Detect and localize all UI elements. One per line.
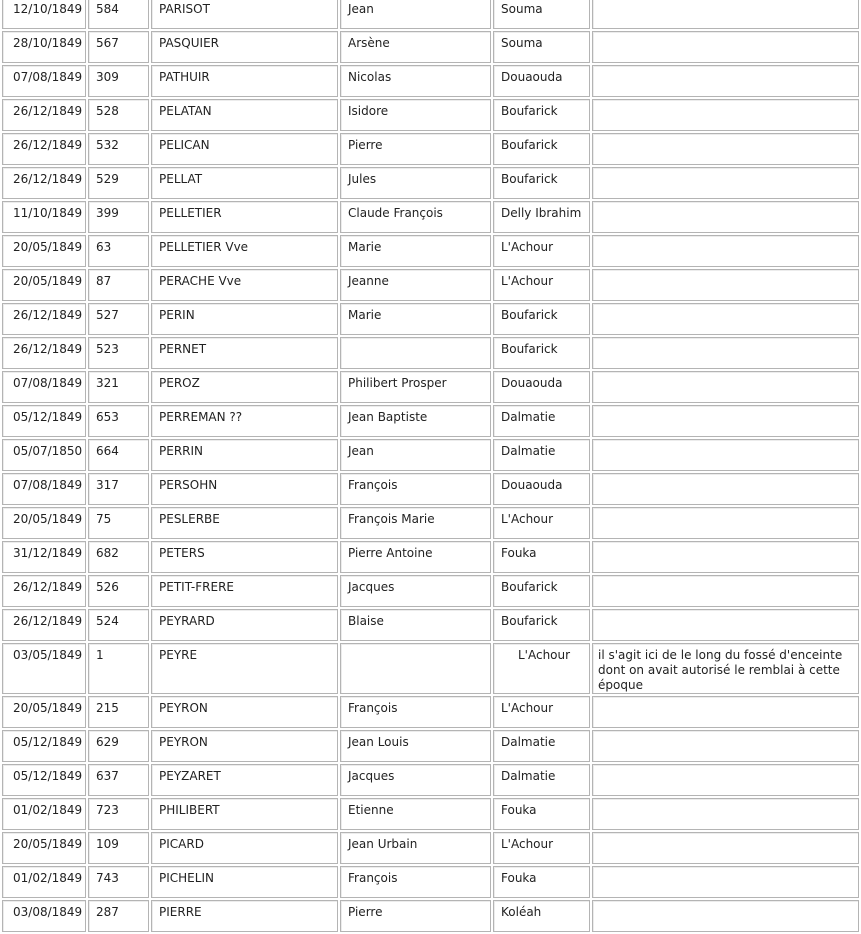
commune-cell: Boufarick bbox=[493, 99, 590, 131]
number-cell: 637 bbox=[88, 764, 149, 796]
date-cell: 26/12/1849 bbox=[2, 609, 86, 641]
date-cell: 26/12/1849 bbox=[2, 575, 86, 607]
table-row bbox=[2, 167, 859, 199]
firstname-cell: Jean Baptiste bbox=[340, 405, 491, 437]
firstname-cell bbox=[340, 337, 491, 369]
firstname-cell: Jean Louis bbox=[340, 730, 491, 762]
table-row bbox=[2, 866, 859, 898]
commune-cell: Souma bbox=[493, 31, 590, 63]
table-row bbox=[2, 269, 859, 301]
surname-cell: PESLERBE bbox=[151, 507, 338, 539]
note-cell bbox=[592, 696, 859, 728]
number-cell: 529 bbox=[88, 167, 149, 199]
note-cell bbox=[592, 235, 859, 267]
number-cell: 682 bbox=[88, 541, 149, 573]
commune-cell: Dalmatie bbox=[493, 764, 590, 796]
number-cell: 664 bbox=[88, 439, 149, 471]
date-cell: 20/05/1849 bbox=[2, 269, 86, 301]
date-cell: 26/12/1849 bbox=[2, 99, 86, 131]
note-cell bbox=[592, 507, 859, 539]
number-cell: 653 bbox=[88, 405, 149, 437]
surname-cell: PERSOHN bbox=[151, 473, 338, 505]
date-cell: 05/12/1849 bbox=[2, 764, 86, 796]
table-row bbox=[2, 31, 859, 63]
surname-cell: PELLETIER bbox=[151, 201, 338, 233]
firstname-cell: François bbox=[340, 473, 491, 505]
number-cell: 584 bbox=[88, 0, 149, 29]
number-cell: 75 bbox=[88, 507, 149, 539]
commune-cell: Boufarick bbox=[493, 575, 590, 607]
firstname-cell: Arsène bbox=[340, 31, 491, 63]
commune-cell: Koléah bbox=[493, 900, 590, 932]
surname-cell: PEYRE bbox=[151, 643, 338, 694]
number-cell: 63 bbox=[88, 235, 149, 267]
table-row bbox=[2, 609, 859, 641]
commune-cell: Dalmatie bbox=[493, 439, 590, 471]
firstname-cell: Marie bbox=[340, 235, 491, 267]
table-row bbox=[2, 133, 859, 165]
surname-cell: PERREMAN ?? bbox=[151, 405, 338, 437]
table-row bbox=[2, 371, 859, 403]
note-cell bbox=[592, 99, 859, 131]
note-cell: il s'agit ici de le long du fossé d'enceinte dont on avait autorisé le remblai à cette époque bbox=[592, 643, 859, 694]
table-row bbox=[2, 303, 859, 335]
number-cell: 526 bbox=[88, 575, 149, 607]
note-cell bbox=[592, 133, 859, 165]
note-cell bbox=[592, 371, 859, 403]
firstname-cell: Isidore bbox=[340, 99, 491, 131]
number-cell: 532 bbox=[88, 133, 149, 165]
surname-cell: PELICAN bbox=[151, 133, 338, 165]
surname-cell: PICARD bbox=[151, 832, 338, 864]
note-cell bbox=[592, 609, 859, 641]
table-row bbox=[2, 696, 859, 728]
table-row bbox=[2, 643, 859, 694]
firstname-cell: Jean bbox=[340, 439, 491, 471]
note-cell bbox=[592, 31, 859, 63]
firstname-cell: Jean bbox=[340, 0, 491, 29]
note-cell bbox=[592, 0, 859, 29]
note-cell bbox=[592, 798, 859, 830]
number-cell: 399 bbox=[88, 201, 149, 233]
table-row bbox=[2, 405, 859, 437]
number-cell: 629 bbox=[88, 730, 149, 762]
surname-cell: PEYRARD bbox=[151, 609, 338, 641]
commune-cell: Dalmatie bbox=[493, 405, 590, 437]
date-cell: 20/05/1849 bbox=[2, 507, 86, 539]
date-cell: 01/02/1849 bbox=[2, 866, 86, 898]
commune-cell: Dalmatie bbox=[493, 730, 590, 762]
commune-cell: Souma bbox=[493, 0, 590, 29]
surname-cell: PIERRE bbox=[151, 900, 338, 932]
commune-cell: Boufarick bbox=[493, 167, 590, 199]
date-cell: 05/12/1849 bbox=[2, 730, 86, 762]
number-cell: 321 bbox=[88, 371, 149, 403]
note-cell bbox=[592, 201, 859, 233]
firstname-cell: Pierre bbox=[340, 900, 491, 932]
date-cell: 05/12/1849 bbox=[2, 405, 86, 437]
date-cell: 03/08/1849 bbox=[2, 900, 86, 932]
surname-cell: PATHUIR bbox=[151, 65, 338, 97]
table-row bbox=[2, 832, 859, 864]
table-row bbox=[2, 99, 859, 131]
number-cell: 287 bbox=[88, 900, 149, 932]
note-cell bbox=[592, 439, 859, 471]
commune-cell: L'Achour bbox=[493, 832, 590, 864]
note-cell bbox=[592, 473, 859, 505]
surname-cell: PARISOT bbox=[151, 0, 338, 29]
date-cell: 01/02/1849 bbox=[2, 798, 86, 830]
table-row bbox=[2, 798, 859, 830]
firstname-cell: Jean Urbain bbox=[340, 832, 491, 864]
date-cell: 26/12/1849 bbox=[2, 337, 86, 369]
commune-cell: Delly Ibrahim bbox=[493, 201, 590, 233]
surname-cell: PERNET bbox=[151, 337, 338, 369]
firstname-cell: Etienne bbox=[340, 798, 491, 830]
table-row bbox=[2, 473, 859, 505]
date-cell: 26/12/1849 bbox=[2, 167, 86, 199]
date-cell: 07/08/1849 bbox=[2, 371, 86, 403]
table-row bbox=[2, 235, 859, 267]
firstname-cell: François bbox=[340, 866, 491, 898]
commune-cell: Douaouda bbox=[493, 473, 590, 505]
firstname-cell: Pierre Antoine bbox=[340, 541, 491, 573]
date-cell: 12/10/1849 bbox=[2, 0, 86, 29]
commune-cell: L'Achour bbox=[493, 507, 590, 539]
surname-cell: PELLETIER Vve bbox=[151, 235, 338, 267]
surname-cell: PERIN bbox=[151, 303, 338, 335]
surname-cell: PEYZARET bbox=[151, 764, 338, 796]
note-cell bbox=[592, 405, 859, 437]
table-row bbox=[2, 0, 859, 29]
commune-cell: Douaouda bbox=[493, 371, 590, 403]
firstname-cell: François Marie bbox=[340, 507, 491, 539]
commune-cell: Fouka bbox=[493, 866, 590, 898]
commune-cell: Douaouda bbox=[493, 65, 590, 97]
firstname-cell: Jeanne bbox=[340, 269, 491, 301]
number-cell: 87 bbox=[88, 269, 149, 301]
note-cell bbox=[592, 900, 859, 932]
surname-cell: PETERS bbox=[151, 541, 338, 573]
surname-cell: PHILIBERT bbox=[151, 798, 338, 830]
date-cell: 07/08/1849 bbox=[2, 473, 86, 505]
surname-cell: PETIT-FRERE bbox=[151, 575, 338, 607]
firstname-cell: Claude François bbox=[340, 201, 491, 233]
commune-cell: L'Achour bbox=[493, 643, 590, 694]
firstname-cell: Blaise bbox=[340, 609, 491, 641]
commune-cell: Boufarick bbox=[493, 609, 590, 641]
firstname-cell: Jules bbox=[340, 167, 491, 199]
commune-cell: L'Achour bbox=[493, 696, 590, 728]
surname-cell: PERACHE Vve bbox=[151, 269, 338, 301]
surname-cell: PICHELIN bbox=[151, 866, 338, 898]
surname-cell: PELATAN bbox=[151, 99, 338, 131]
table-row bbox=[2, 65, 859, 97]
firstname-cell bbox=[340, 643, 491, 694]
commune-cell: Fouka bbox=[493, 798, 590, 830]
number-cell: 524 bbox=[88, 609, 149, 641]
firstname-cell: Jacques bbox=[340, 764, 491, 796]
date-cell: 05/07/1850 bbox=[2, 439, 86, 471]
commune-cell: L'Achour bbox=[493, 269, 590, 301]
surname-cell: PERRIN bbox=[151, 439, 338, 471]
note-cell bbox=[592, 65, 859, 97]
number-cell: 309 bbox=[88, 65, 149, 97]
date-cell: 31/12/1849 bbox=[2, 541, 86, 573]
date-cell: 03/05/1849 bbox=[2, 643, 86, 694]
number-cell: 528 bbox=[88, 99, 149, 131]
note-cell bbox=[592, 575, 859, 607]
date-cell: 20/05/1849 bbox=[2, 696, 86, 728]
number-cell: 109 bbox=[88, 832, 149, 864]
note-cell bbox=[592, 337, 859, 369]
number-cell: 317 bbox=[88, 473, 149, 505]
firstname-cell: Jacques bbox=[340, 575, 491, 607]
date-cell: 20/05/1849 bbox=[2, 235, 86, 267]
date-cell: 26/12/1849 bbox=[2, 133, 86, 165]
note-cell bbox=[592, 167, 859, 199]
table-row bbox=[2, 507, 859, 539]
surname-cell: PEYRON bbox=[151, 696, 338, 728]
note-cell bbox=[592, 764, 859, 796]
table-row bbox=[2, 337, 859, 369]
note-cell bbox=[592, 269, 859, 301]
table-row bbox=[2, 439, 859, 471]
date-cell: 28/10/1849 bbox=[2, 31, 86, 63]
note-cell bbox=[592, 866, 859, 898]
surname-cell: PEYRON bbox=[151, 730, 338, 762]
number-cell: 1 bbox=[88, 643, 149, 694]
firstname-cell: Philibert Prosper bbox=[340, 371, 491, 403]
commune-cell: Boufarick bbox=[493, 337, 590, 369]
commune-cell: Boufarick bbox=[493, 303, 590, 335]
commune-cell: Fouka bbox=[493, 541, 590, 573]
surname-cell: PELLAT bbox=[151, 167, 338, 199]
firstname-cell: Pierre bbox=[340, 133, 491, 165]
table-row bbox=[2, 900, 859, 932]
note-cell bbox=[592, 832, 859, 864]
number-cell: 215 bbox=[88, 696, 149, 728]
date-cell: 11/10/1849 bbox=[2, 201, 86, 233]
commune-cell: L'Achour bbox=[493, 235, 590, 267]
firstname-cell: François bbox=[340, 696, 491, 728]
commune-cell: Boufarick bbox=[493, 133, 590, 165]
surname-cell: PASQUIER bbox=[151, 31, 338, 63]
table-row bbox=[2, 764, 859, 796]
date-cell: 26/12/1849 bbox=[2, 303, 86, 335]
table-row bbox=[2, 541, 859, 573]
firstname-cell: Marie bbox=[340, 303, 491, 335]
number-cell: 523 bbox=[88, 337, 149, 369]
date-cell: 07/08/1849 bbox=[2, 65, 86, 97]
note-cell bbox=[592, 303, 859, 335]
number-cell: 723 bbox=[88, 798, 149, 830]
number-cell: 567 bbox=[88, 31, 149, 63]
firstname-cell: Nicolas bbox=[340, 65, 491, 97]
date-cell: 20/05/1849 bbox=[2, 832, 86, 864]
number-cell: 743 bbox=[88, 866, 149, 898]
table-body bbox=[2, 0, 859, 932]
number-cell: 527 bbox=[88, 303, 149, 335]
table-row bbox=[2, 575, 859, 607]
surname-cell: PEROZ bbox=[151, 371, 338, 403]
table-row bbox=[2, 730, 859, 762]
note-cell bbox=[592, 541, 859, 573]
note-cell bbox=[592, 730, 859, 762]
table-row bbox=[2, 201, 859, 233]
